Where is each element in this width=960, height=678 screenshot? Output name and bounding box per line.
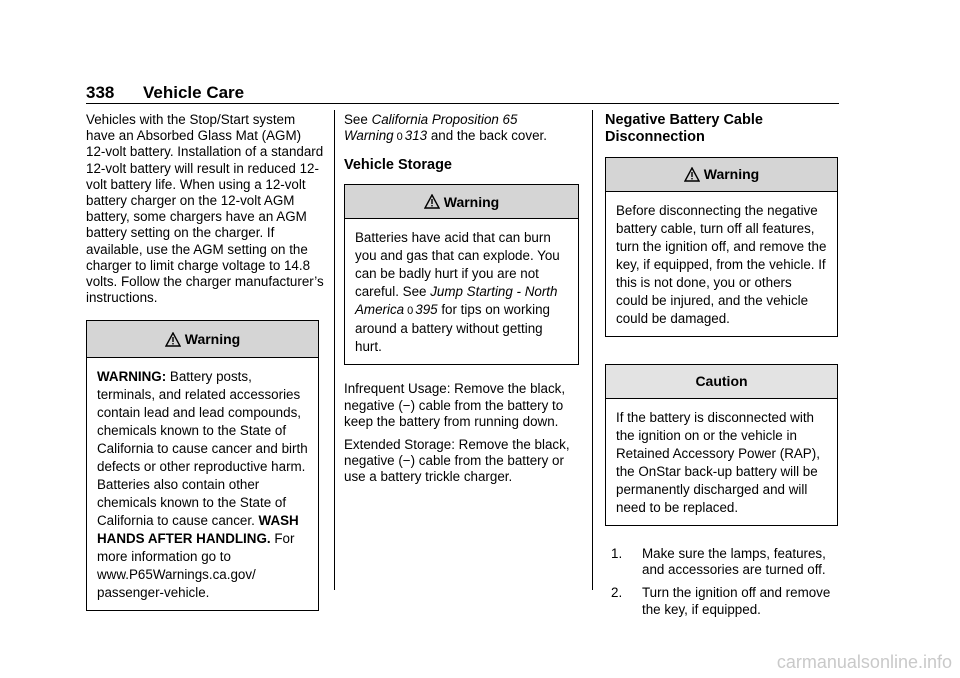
list-item: [611, 546, 840, 578]
extended-storage-paragraph: Extended Storage: Remove the black, negative (−) cable from the battery or use a battery trickle charger.: [344, 437, 570, 485]
warning-box-disconnect: [605, 157, 838, 337]
page-reference-icon: 0: [396, 131, 403, 144]
caution-box-disconnect: [605, 364, 838, 526]
warning-body: [87, 358, 318, 610]
vehicle-storage-heading: Vehicle Storage: [344, 157, 452, 174]
section-title: Vehicle Care: [143, 83, 245, 102]
see-suffix: and the back cover.: [430, 128, 547, 144]
warning-box-prop65: [86, 320, 319, 611]
warning-triangle-icon: [684, 167, 700, 182]
jump-starting-link[interactable]: Jump Starting - North America: [355, 284, 558, 318]
warning-triangle-icon: [165, 332, 181, 347]
step-number: 2.: [611, 585, 623, 601]
agm-intro-paragraph: Vehicles with the Stop/Start system have an Absorbed Glass Mat (AGM) 12-volt battery. Installation of a standard 12-volt battery will result in reduced 12-volt battery life. When using a 12-volt battery charger on the 12-volt AGM battery, some chargers have an AGM battery setting on the charger. If available, use the AGM setting on the charger to limit charge voltage to 14.8 volts. Follow the charger manufacturer’s instructions.: [86, 112, 324, 306]
header-rule: [86, 103, 839, 104]
column-divider-left: [334, 110, 335, 590]
caution-body: If the battery is disconnected with the ignition on or the vehicle in Retained Accessory Power (RAP), the OnStar back-up battery will be permanently discharged and will need to be replaced.: [616, 410, 820, 515]
infrequent-usage-paragraph: Infrequent Usage: Remove the black, negative (−) cable from the battery to keep the battery from running down.: [344, 381, 566, 429]
steps-list: [605, 546, 840, 618]
column-divider-right: [592, 110, 593, 590]
step-number: 1.: [611, 546, 623, 561]
warning-body: Before disconnecting the negative battery cable, turn off all features, turn the ignition off, and remove the key, if equipped, from the vehicle. If this is not done, you or others could be injured, and the vehicle could be damaged.: [616, 203, 827, 326]
warning-title: Warning: [703, 166, 760, 183]
warning-box-acid: [344, 184, 579, 365]
warning-triangle-icon: [424, 194, 440, 209]
column-3: [605, 112, 840, 625]
list-item: [611, 585, 840, 617]
watermark: carmanualsonline.info: [776, 652, 952, 672]
caution-title: Caution: [695, 373, 748, 390]
page-header: [86, 83, 244, 103]
page-ref-313[interactable]: 313: [404, 128, 428, 144]
step-text: Turn the ignition off and remove the key, if equipped.: [642, 585, 831, 617]
warning-label: WARNING:: [97, 369, 167, 385]
page-reference-icon: 0: [407, 305, 414, 318]
warning-box-header: [606, 158, 837, 192]
warning-title: Warning: [443, 193, 500, 210]
page-ref-395[interactable]: 395: [415, 302, 438, 318]
warning-text-2: For more information go to www.P65Warnings.ca.gov/ passenger-vehicle.: [97, 531, 295, 601]
warning-title: Warning: [184, 331, 241, 348]
column-1: [86, 112, 324, 611]
warning-text-1: Batteries have acid that can burn you and gas that can explode. You can be badly hurt if you are not careful. See: [355, 230, 560, 300]
see-prefix: See: [344, 112, 368, 127]
caution-box-header: [606, 365, 837, 399]
negative-cable-heading: Negative Battery Cable Disconnection: [605, 112, 763, 145]
warning-box-header: [87, 321, 318, 358]
prop65-link[interactable]: California Proposition 65 Warning: [344, 112, 518, 144]
warning-text-2: for tips on working around a battery without getting hurt.: [355, 302, 550, 355]
column-2: [344, 112, 579, 493]
warning-box-header: [345, 185, 578, 219]
step-text: Make sure the lamps, features, and accessories are turned off.: [642, 546, 826, 578]
warning-text-1: Battery posts, terminals, and related accessories contain lead and lead compounds, chemicals known to the State of California to cause cancer and birth defects or other reproductive harm. Batteries also contain other chemicals known to the State of California to cause cancer.: [97, 369, 308, 529]
page-number: 338: [86, 83, 115, 102]
warning-body: [345, 219, 578, 364]
see-reference-paragraph: [344, 112, 579, 145]
wash-hands-text: WASH HANDS AFTER HANDLING.: [97, 513, 299, 547]
